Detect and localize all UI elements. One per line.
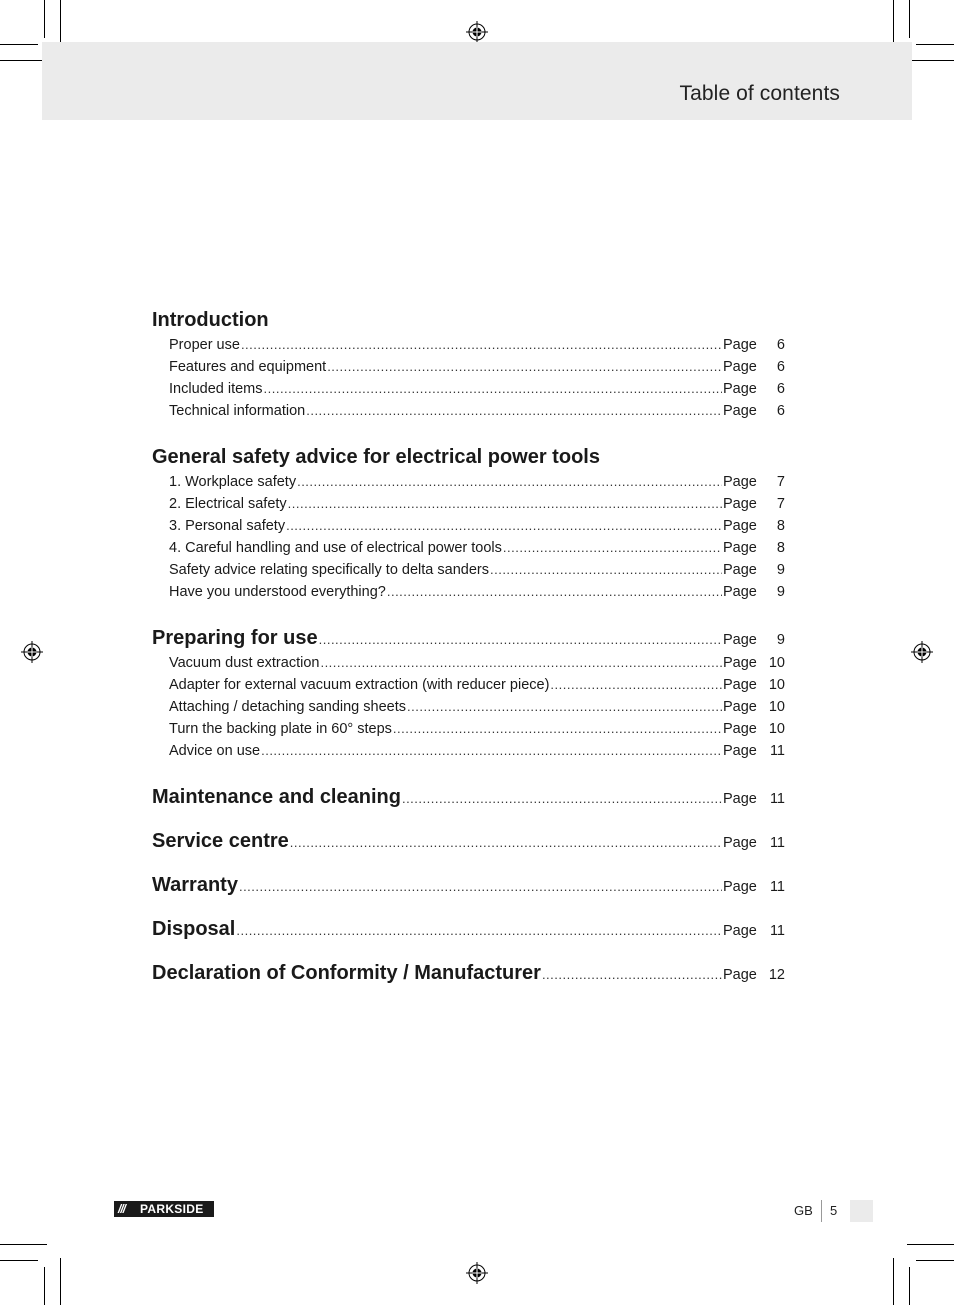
toc-page-number: 11 (769, 879, 785, 895)
dot-leader (393, 718, 722, 740)
toc-section-heading[interactable] (152, 827, 785, 855)
toc-entry-label: 4. Careful handling and use of electrical power tools (169, 540, 502, 556)
toc-page-word: Page (723, 835, 757, 851)
toc-page-number: 11 (769, 835, 785, 851)
toc-page-number: 10 (768, 699, 785, 715)
toc-page-number: 6 (776, 359, 785, 375)
registration-mark-icon (466, 21, 488, 43)
language-code: GB (794, 1203, 813, 1218)
toc-page-number: 9 (776, 632, 785, 648)
toc-page-number: 6 (776, 381, 785, 397)
toc-section-title: Maintenance and cleaning (152, 786, 401, 808)
toc-entry-label: Attaching / detaching sanding sheets (169, 699, 406, 715)
toc-entry-label: Adapter for external vacuum extraction (with reducer piece) (169, 677, 550, 693)
toc-section (152, 624, 785, 762)
toc-entry[interactable] (152, 740, 785, 762)
dot-leader (407, 696, 722, 718)
spacer (152, 762, 785, 783)
toc-entry-label: Included items (169, 381, 263, 397)
toc-section-heading[interactable] (152, 624, 785, 652)
toc-section-title: General safety advice for electrical power tools (152, 446, 600, 468)
toc-page-word: Page (723, 655, 757, 671)
toc-entry-label: Vacuum dust extraction (169, 655, 320, 671)
toc-page-number: 9 (776, 562, 785, 578)
toc-section (152, 306, 785, 422)
crop-mark-icon (916, 1260, 954, 1261)
registration-mark-icon (21, 641, 43, 663)
toc-page-number: 6 (776, 403, 785, 419)
toc-entry-label: Safety advice relating specifically to delta sanders (169, 562, 489, 578)
toc-entry[interactable] (152, 718, 785, 740)
toc-page-number: 12 (768, 967, 785, 983)
parkside-logo (114, 1201, 214, 1217)
toc-page-number: 10 (768, 677, 785, 693)
dot-leader (288, 493, 722, 515)
toc-page-word: Page (723, 540, 757, 556)
spacer (152, 943, 785, 959)
dot-leader (286, 515, 722, 537)
toc-page-word: Page (723, 743, 757, 759)
toc-section-title: Introduction (152, 309, 269, 331)
crop-mark-icon (0, 44, 38, 45)
dot-leader (297, 471, 722, 493)
dot-leader (241, 334, 722, 356)
toc-page-number: 11 (769, 923, 785, 939)
toc-section (152, 443, 785, 603)
toc-page-word: Page (723, 923, 757, 939)
toc-entry[interactable] (152, 696, 785, 718)
toc-page-number: 10 (768, 721, 785, 737)
dot-leader (542, 967, 722, 982)
spacer (152, 899, 785, 915)
toc-page-word: Page (723, 584, 757, 600)
dot-leader (503, 537, 722, 559)
header-band (42, 42, 912, 120)
toc-entry[interactable] (152, 334, 785, 356)
toc-entry[interactable] (152, 515, 785, 537)
toc-page-word: Page (723, 791, 757, 807)
spacer (152, 811, 785, 827)
crop-mark-icon (909, 1267, 910, 1305)
toc-page-word: Page (723, 632, 757, 648)
toc-entry[interactable] (152, 471, 785, 493)
dot-leader (264, 378, 723, 400)
crop-mark-icon (916, 44, 954, 45)
spacer (152, 603, 785, 624)
toc-entry-label: Turn the backing plate in 60° steps (169, 721, 392, 737)
toc-entry-label: 3. Personal safety (169, 518, 286, 534)
toc-section-heading[interactable] (152, 915, 785, 943)
crop-mark-icon (44, 1267, 45, 1305)
crop-mark-icon (907, 60, 954, 61)
toc-page-number: 6 (776, 337, 785, 353)
toc-entry-label: 1. Workplace safety (169, 474, 297, 490)
crop-mark-icon (0, 1244, 47, 1245)
crop-mark-icon (0, 60, 47, 61)
toc-entry[interactable] (152, 581, 785, 603)
toc-page-word: Page (723, 699, 757, 715)
table-of-contents (152, 306, 785, 987)
toc-entry[interactable] (152, 652, 785, 674)
dot-leader (550, 674, 722, 696)
toc-entry[interactable] (152, 356, 785, 378)
toc-page-word: Page (723, 879, 757, 895)
toc-page-number: 9 (776, 584, 785, 600)
toc-page-word: Page (723, 721, 757, 737)
crop-mark-icon (60, 1258, 61, 1305)
crop-mark-icon (44, 0, 45, 38)
toc-section-title: Preparing for use (152, 627, 318, 649)
logo-stripes-icon: /// (118, 1202, 126, 1216)
dot-leader (239, 879, 722, 894)
toc-page-word: Page (723, 381, 757, 397)
crop-mark-icon (60, 0, 61, 47)
toc-page-number: 7 (776, 496, 785, 512)
toc-section-heading[interactable] (152, 959, 785, 987)
toc-page-number: 8 (776, 540, 785, 556)
dot-leader (290, 835, 722, 850)
toc-page-number: 11 (769, 791, 785, 807)
page-title: Table of contents (679, 82, 840, 105)
footer-divider (821, 1200, 822, 1222)
footer-tab-marker (850, 1200, 873, 1222)
crop-mark-icon (893, 0, 894, 47)
toc-page-word: Page (723, 518, 757, 534)
dot-leader (236, 923, 722, 938)
toc-page-number: 11 (769, 743, 785, 759)
toc-entry-label: Technical information (169, 403, 306, 419)
dot-leader (261, 740, 722, 762)
dot-leader (319, 632, 722, 647)
toc-section-heading[interactable] (152, 871, 785, 899)
toc-entry[interactable] (152, 400, 785, 422)
crop-mark-icon (893, 1258, 894, 1305)
crop-mark-icon (907, 1244, 954, 1245)
toc-page-word: Page (723, 474, 757, 490)
toc-section-heading (152, 306, 785, 334)
crop-mark-icon (0, 1260, 38, 1261)
toc-section-title: Service centre (152, 830, 289, 852)
toc-entry-label: Features and equipment (169, 359, 327, 375)
toc-page-word: Page (723, 967, 757, 983)
dot-leader (327, 356, 722, 378)
toc-section-title: Disposal (152, 918, 236, 940)
toc-section-heading[interactable] (152, 783, 785, 811)
registration-mark-icon (911, 641, 933, 663)
registration-mark-icon (466, 1262, 488, 1284)
toc-section-title: Warranty (152, 874, 238, 896)
spacer (152, 422, 785, 443)
toc-entry[interactable] (152, 559, 785, 581)
spacer (152, 855, 785, 871)
logo-text: PARKSIDE (140, 1202, 204, 1216)
toc-page-number: 7 (776, 474, 785, 490)
page-number: 5 (830, 1203, 838, 1218)
toc-page-word: Page (723, 359, 757, 375)
dot-leader (306, 400, 722, 422)
toc-entry-label: Have you understood everything? (169, 584, 386, 600)
dot-leader (320, 652, 722, 674)
toc-section-heading (152, 443, 785, 471)
dot-leader (387, 581, 722, 603)
dot-leader (490, 559, 722, 581)
toc-page-word: Page (723, 403, 757, 419)
toc-page-number: 10 (768, 655, 785, 671)
toc-entry[interactable] (152, 537, 785, 559)
toc-entry[interactable] (152, 493, 785, 515)
crop-mark-icon (909, 0, 910, 38)
toc-entry[interactable] (152, 674, 785, 696)
toc-page-word: Page (723, 337, 757, 353)
toc-entry-label: 2. Electrical safety (169, 496, 287, 512)
toc-entry-label: Advice on use (169, 743, 261, 759)
toc-page-number: 8 (776, 518, 785, 534)
toc-page-word: Page (723, 496, 757, 512)
toc-page-word: Page (723, 562, 757, 578)
toc-page-word: Page (723, 677, 757, 693)
dot-leader (402, 791, 722, 806)
toc-section-title: Declaration of Conformity / Manufacturer (152, 962, 541, 984)
toc-entry-label: Proper use (169, 337, 240, 353)
toc-entry[interactable] (152, 378, 785, 400)
